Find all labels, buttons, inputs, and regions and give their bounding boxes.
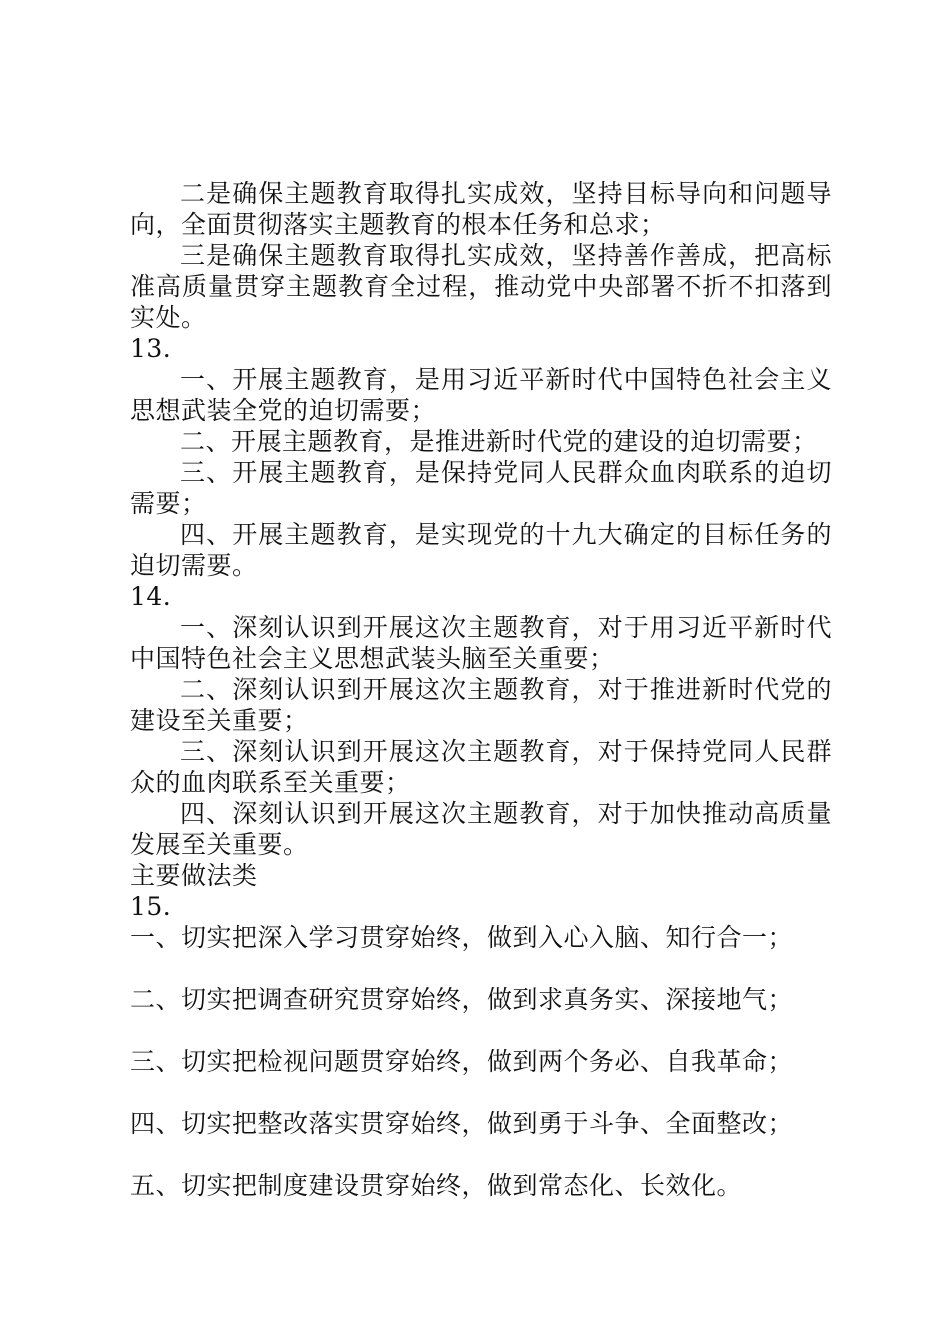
section-13-item-1: 一、开展主题教育，是用习近平新时代中国特色社会主义思想武装全党的迫切需要；: [130, 365, 832, 425]
section-13-item-3: 三、开展主题教育，是保持党同人民群众血肉联系的迫切需要；: [130, 458, 832, 518]
section-number-15: 15.: [130, 892, 172, 921]
section-15-item-5: 五、切实把制度建设贯穿始终，做到常态化、长效化。: [130, 1171, 743, 1200]
section-15-item-3: 三、切实把检视问题贯穿始终，做到两个务必、自我革命；: [130, 1047, 794, 1076]
section-number-14: 14.: [130, 582, 172, 611]
paragraph-3: 三是确保主题教育取得扎实成效，坚持善作善成，把高标准高质量贯穿主题教育全过程，推动党中央部署不折不扣落到实处。: [130, 241, 832, 332]
section-15-item-4: 四、切实把整改落实贯穿始终，做到勇于斗争、全面整改；: [130, 1109, 794, 1138]
section-14-item-4: 四、深刻认识到开展这次主题教育，对于加快推动高质量发展至关重要。: [130, 799, 832, 859]
section-15-item-2: 二、切实把调查研究贯穿始终，做到求真务实、深接地气；: [130, 985, 794, 1014]
section-14-item-3: 三、深刻认识到开展这次主题教育，对于保持党同人民群众的血肉联系至关重要；: [130, 737, 832, 797]
section-13-item-4: 四、开展主题教育，是实现党的十九大确定的目标任务的迫切需要。: [130, 520, 832, 580]
section-13-item-2: 二、开展主题教育，是推进新时代党的建设的迫切需要；: [180, 427, 818, 456]
paragraph-2: 二是确保主题教育取得扎实成效，坚持目标导向和问题导向，全面贯彻落实主题教育的根本任务和总求；: [130, 179, 832, 239]
section-14-item-2: 二、深刻认识到开展这次主题教育，对于推进新时代党的建设至关重要；: [130, 675, 832, 735]
section-14-item-1: 一、深刻认识到开展这次主题教育，对于用习近平新时代中国特色社会主义思想武装头脑至关重要；: [130, 613, 832, 673]
section-15-item-1: 一、切实把深入学习贯穿始终，做到入心入脑、知行合一；: [130, 923, 794, 952]
section-number-13: 13.: [130, 334, 172, 363]
document-body: [130, 178, 832, 1201]
category-heading: 主要做法类: [130, 861, 258, 890]
